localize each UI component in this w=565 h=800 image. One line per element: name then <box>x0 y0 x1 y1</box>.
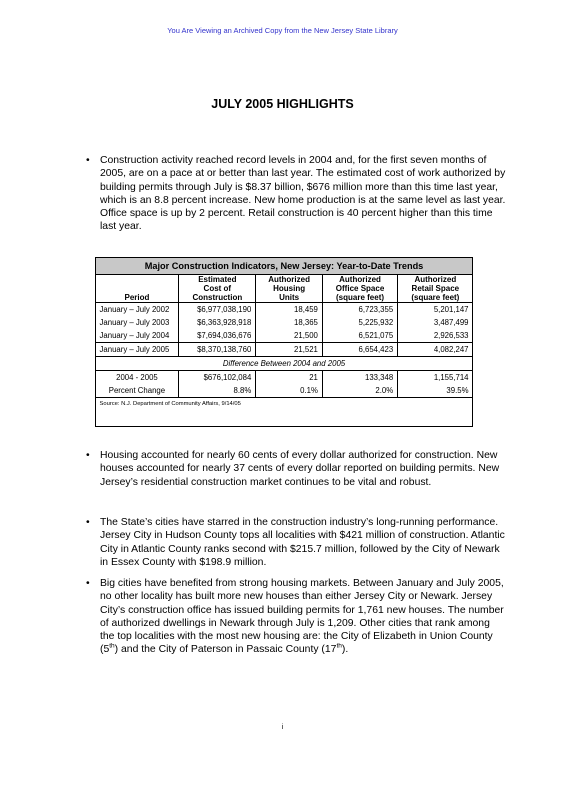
bullet-paragraph <box>86 516 506 569</box>
paragraph-text: Big cities have benefited from strong housing markets. Between January and July 2005, no other locality has built more new houses than either Jersey City or Newark. Jersey City’s construction office has issued building permits for 1,761 new houses. The number of authorized dwellings in Newark through July is 1,209. Other cities that rank among the top localities with the most new housing are: the City of Elizabeth in Union County (5th) and the City of Paterson in Passaic County (17th). <box>100 578 504 656</box>
cell-office: 2.0% <box>322 384 397 398</box>
cell-cost: $6,363,928,918 <box>179 316 256 329</box>
cell-office: 6,521,075 <box>322 329 397 343</box>
table-header-row <box>96 275 473 303</box>
source-row <box>96 398 473 410</box>
table-row <box>96 316 473 329</box>
bullet-paragraph <box>86 154 506 234</box>
header-retail: Authorized Retail Space (square feet) <box>398 275 473 303</box>
cell-period: 2004 - 2005 <box>116 373 158 382</box>
header-period: Period <box>124 293 150 302</box>
cell-period: January – July 2003 <box>99 318 170 327</box>
cell-office: 6,723,355 <box>322 303 397 317</box>
header-cost: Estimated Cost of Construction <box>179 275 256 303</box>
cell-cost: 8.8% <box>179 384 256 398</box>
table-row <box>96 329 473 343</box>
table-row <box>96 343 473 357</box>
cell-retail: 5,201,147 <box>398 303 473 317</box>
cell-office: 133,348 <box>322 371 397 385</box>
paragraph-text: The State’s cities have starred in the construction industry’s long-running performance. Jersey City in Hudson County tops all localities with $421 million of construction. Atlantic City in Atlantic County ranks second with $215.7 million, followed by the City of Newark in Essex County with $198.9 million. <box>100 517 505 568</box>
cell-retail: 4,082,247 <box>398 343 473 357</box>
cell-housing: 18,365 <box>256 316 323 329</box>
bullet-icon: • <box>86 517 90 528</box>
page-title: JULY 2005 HIGHLIGHTS <box>211 97 354 111</box>
cell-retail: 2,926,533 <box>398 329 473 343</box>
bullet-icon: • <box>86 578 90 589</box>
table-row <box>96 303 473 317</box>
difference-heading: Difference Between 2004 and 2005 <box>96 357 473 371</box>
bullet-icon: • <box>86 155 90 166</box>
cell-period: January – July 2004 <box>99 331 170 340</box>
cell-housing: 21,521 <box>256 343 323 357</box>
cell-retail: 39.5% <box>398 384 473 398</box>
cell-retail: 3,487,499 <box>398 316 473 329</box>
cell-housing: 18,459 <box>256 303 323 317</box>
cell-housing: 0.1% <box>256 384 323 398</box>
table-row <box>96 371 473 385</box>
cell-housing: 21 <box>256 371 323 385</box>
table-row <box>96 384 473 398</box>
indicators-table <box>95 257 473 409</box>
source-note: Source: N.J. Department of Community Affairs, 9/14/05 <box>96 398 473 410</box>
header-housing: Authorized Housing Units <box>256 275 323 303</box>
table-title: Major Construction Indicators, New Jersey: Year-to-Date Trends <box>96 258 473 275</box>
header-office: Authorized Office Space (square feet) <box>322 275 397 303</box>
archive-banner: You Are Viewing an Archived Copy from the New Jersey State Library <box>167 26 398 35</box>
cell-cost: $676,102,084 <box>179 371 256 385</box>
page-number: i <box>281 724 284 731</box>
cell-period: Percent Change <box>108 386 166 395</box>
cell-retail: 1,155,714 <box>398 371 473 385</box>
bullet-paragraph <box>86 577 506 657</box>
cell-office: 5,225,932 <box>322 316 397 329</box>
paragraph-text: Construction activity reached record levels in 2004 and, for the first seven months of 2005, are on a pace at or better than last year. The estimated cost of work authorized by building permits through July is $8.37 billion, $676 million more than this time last year, which is an 8.8 percent increase. New home production is at the same level as last year. Office space is up by 2 percent. Retail construction is 40 percent higher than this time last year. <box>100 155 506 233</box>
bullet-paragraph <box>86 449 506 489</box>
cell-cost: $6,977,038,190 <box>179 303 256 317</box>
cell-office: 6,654,423 <box>322 343 397 357</box>
difference-heading-row <box>96 357 473 371</box>
bullet-icon: • <box>86 450 90 461</box>
cell-period: January – July 2002 <box>99 305 170 314</box>
cell-cost: $7,694,036,676 <box>179 329 256 343</box>
cell-period: January – July 2005 <box>96 343 179 357</box>
cell-cost: $8,370,138,760 <box>179 343 256 357</box>
paragraph-text: Housing accounted for nearly 60 cents of every dollar authorized for construction. New houses accounted for nearly 37 cents of every dollar reported on building permits. New Jersey’s residential construction market continues to be vital and robust. <box>100 450 500 488</box>
cell-housing: 21,500 <box>256 329 323 343</box>
